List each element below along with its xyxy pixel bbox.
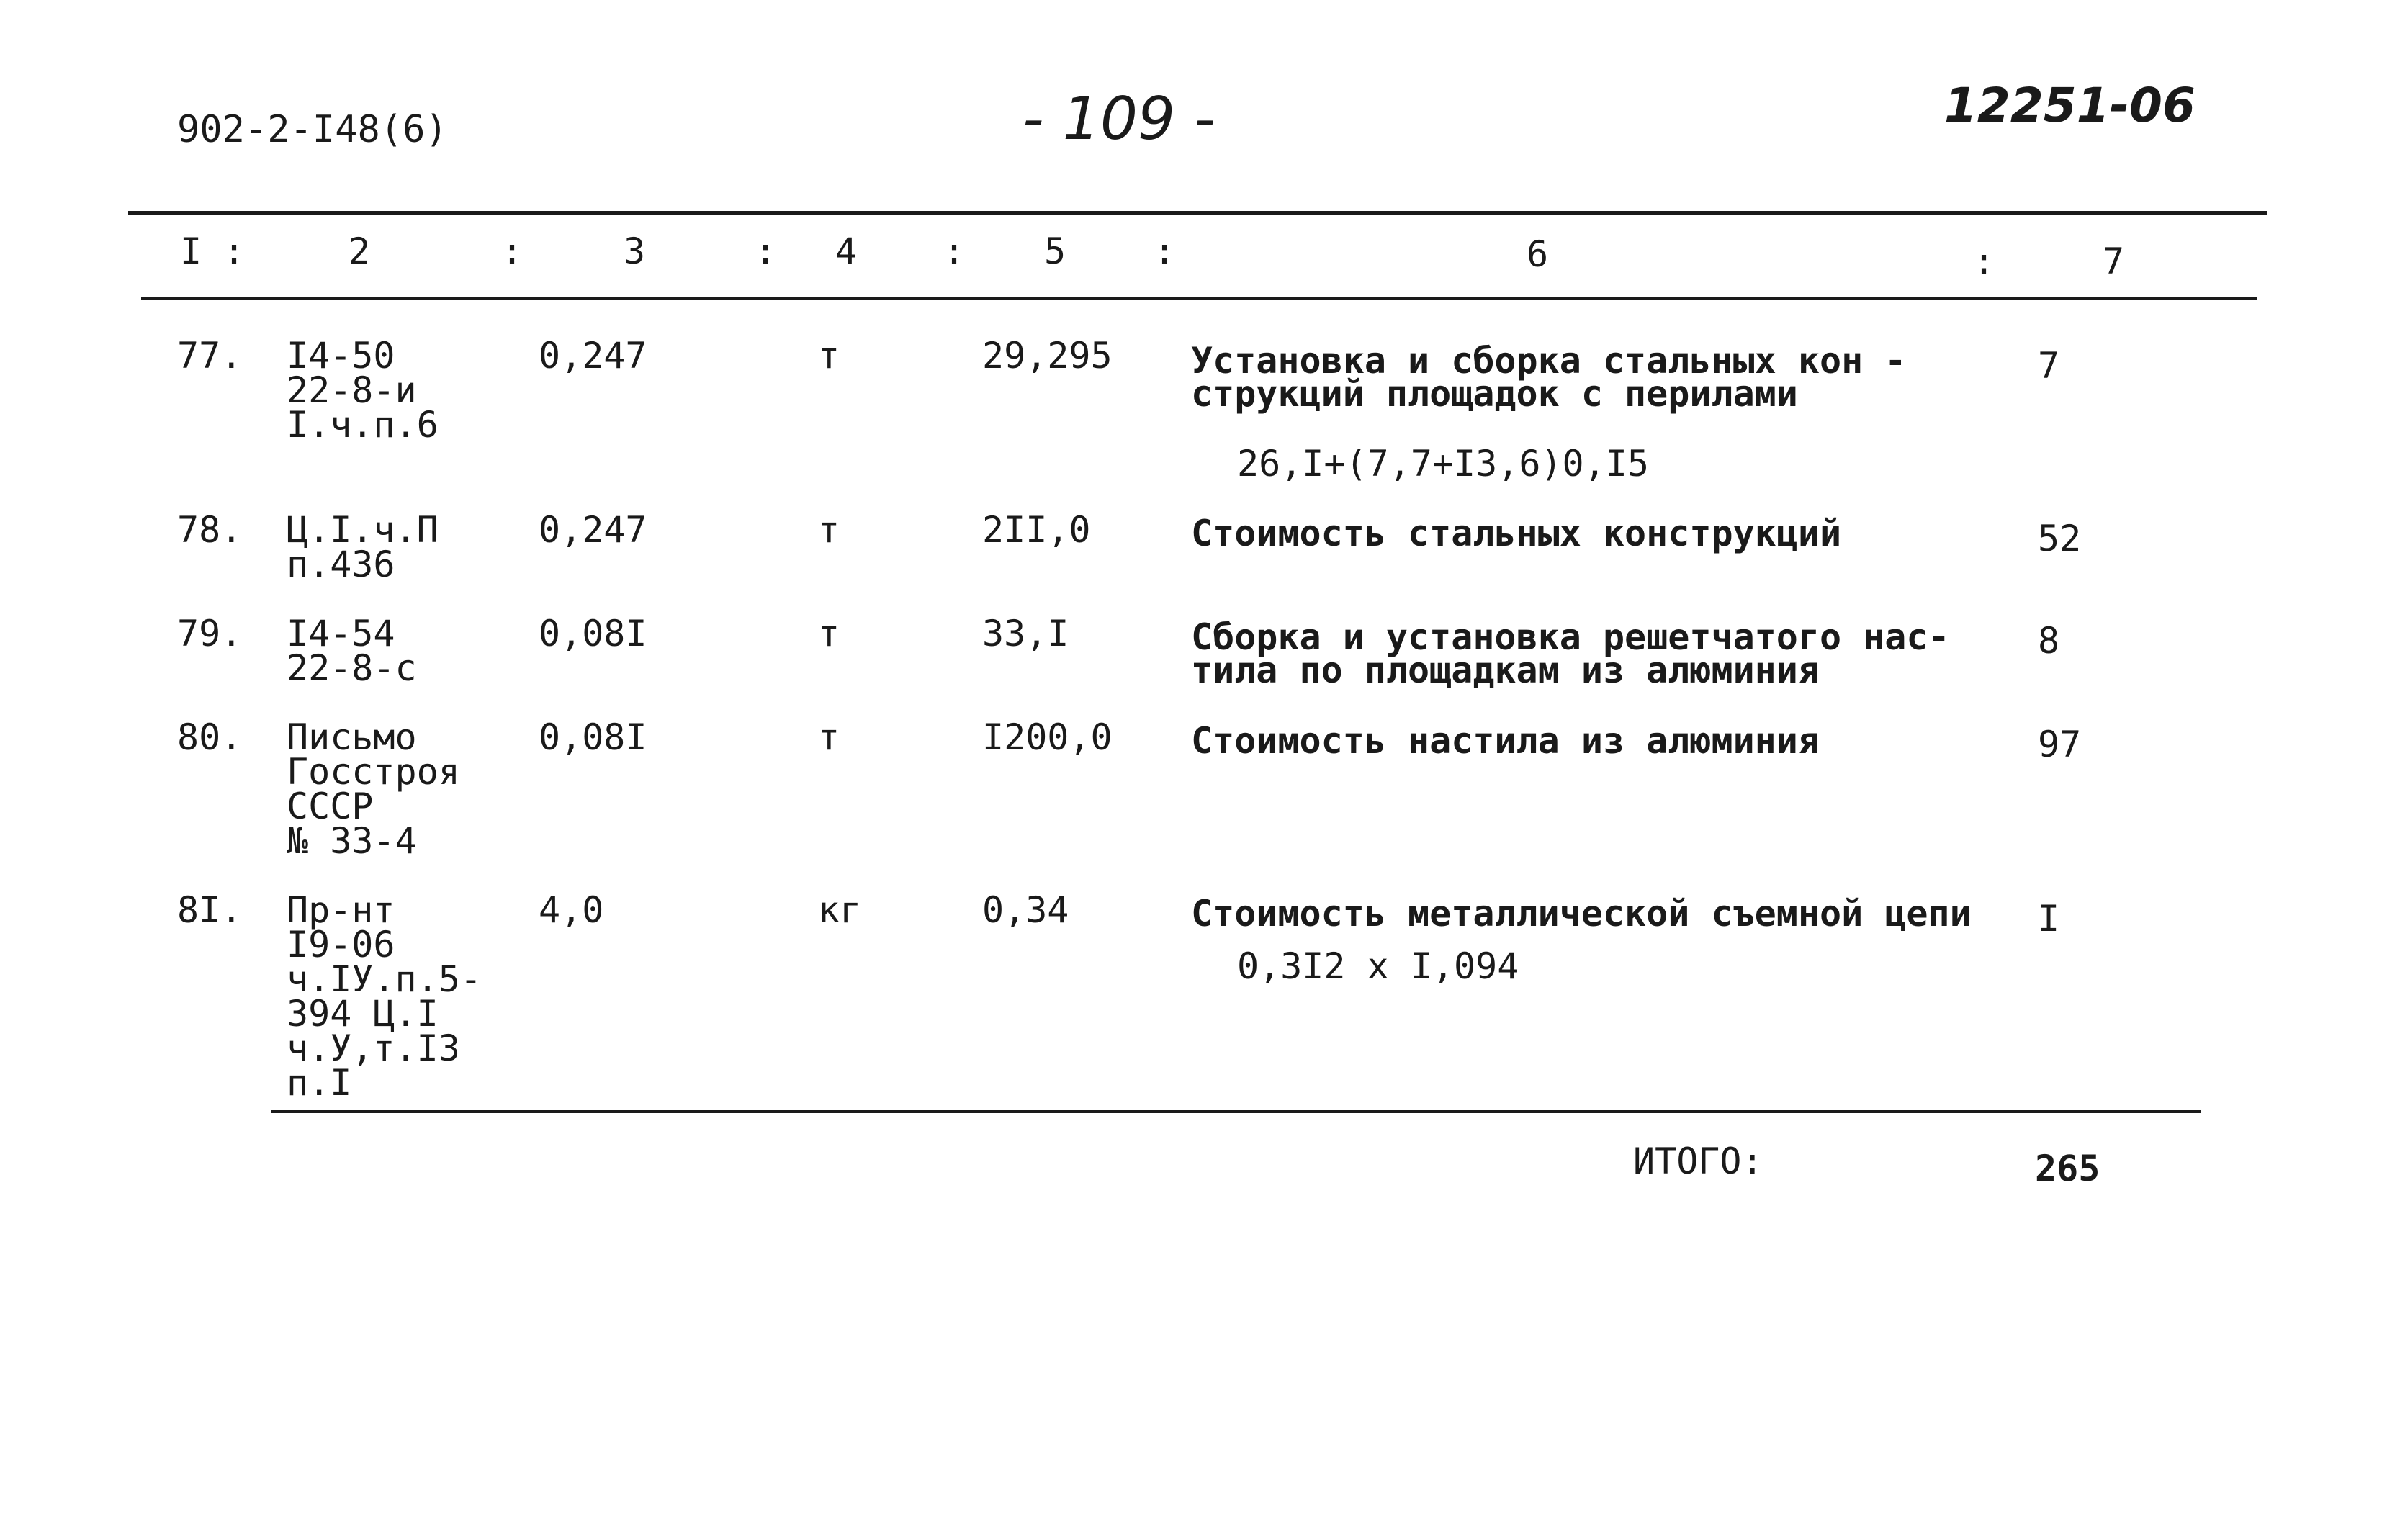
col-sep: : xyxy=(223,230,246,272)
row-quantity: 0,08I xyxy=(539,716,647,758)
col-1-header: I xyxy=(180,230,202,272)
row-price: 33,I xyxy=(982,613,1069,654)
row-description: Установка и сборка стальных кон - струкций площадок с перилами xyxy=(1191,340,1907,415)
row-quantity: 0,247 xyxy=(539,335,647,377)
row-total: 7 xyxy=(2038,345,2060,387)
row-unit: т xyxy=(818,716,840,758)
col-sep: : xyxy=(1154,230,1176,272)
row-basis: Пр-нт I9-06 ч.IУ.п.5- 394 Ц.I ч.У,т.I3 п.I xyxy=(287,889,482,1104)
total-label: ИТОГО: xyxy=(1633,1140,1763,1182)
row-number: 80. xyxy=(177,716,243,758)
col-7-header: 7 xyxy=(2103,240,2125,282)
row-description: Сборка и установка решетчатого нас- тила по площадкам из алюминия xyxy=(1191,616,1950,691)
row-basis: Письмо Госстроя СССР № 33-4 xyxy=(287,716,460,862)
row-unit: т xyxy=(818,613,840,654)
col-6-header: 6 xyxy=(1527,233,1549,275)
row-formula: 26,I+(7,7+I3,6)0,I5 xyxy=(1237,443,1649,485)
document-code: 902-2-I48(6) xyxy=(177,108,448,151)
row-description: Стоимость настила из алюминия xyxy=(1191,720,1820,762)
row-total: 97 xyxy=(2038,724,2082,765)
row-price: 29,295 xyxy=(982,335,1113,377)
row-total: 8 xyxy=(2038,620,2060,662)
col-2-header: 2 xyxy=(349,230,371,272)
row-number: 77. xyxy=(177,335,243,377)
row-quantity: 0,247 xyxy=(539,509,647,551)
col-3-header: 3 xyxy=(624,230,646,272)
row-basis: I4-54 22-8-с xyxy=(287,613,417,689)
row-total: I xyxy=(2038,898,2060,940)
col-5-header: 5 xyxy=(1044,230,1066,272)
row-description: Стоимость стальных конструкций xyxy=(1191,513,1842,554)
col-4-header: 4 xyxy=(835,230,858,272)
row-formula: 0,3I2 x I,094 xyxy=(1237,945,1519,987)
row-price: 0,34 xyxy=(982,889,1069,931)
total-value: 265 xyxy=(2035,1148,2100,1189)
row-description: Стоимость металлической съемной цепи xyxy=(1191,893,1972,935)
row-price: I200,0 xyxy=(982,716,1113,758)
row-price: 2II,0 xyxy=(982,509,1091,551)
row-number: 78. xyxy=(177,509,243,551)
col-sep: : xyxy=(755,230,777,272)
header-bottom-rule xyxy=(141,297,2257,300)
col-sep: : xyxy=(501,230,523,272)
row-unit: т xyxy=(818,335,840,377)
page-number: - 109 - xyxy=(1023,85,1215,153)
col-sep: : xyxy=(943,230,966,272)
row-unit: кг xyxy=(818,889,862,931)
row-unit: т xyxy=(818,509,840,551)
row-quantity: 0,08I xyxy=(539,613,647,654)
row-total: 52 xyxy=(2038,518,2082,559)
row-basis: Ц.I.ч.П п.436 xyxy=(287,509,439,585)
row-number: 79. xyxy=(177,613,243,654)
row-number: 8I. xyxy=(177,889,243,931)
row-basis: I4-50 22-8-и I.ч.п.6 xyxy=(287,335,439,446)
archive-number: 12251-06 xyxy=(1944,78,2196,133)
row-quantity: 4,0 xyxy=(539,889,604,931)
table-top-rule xyxy=(128,211,2267,215)
table-bottom-rule xyxy=(271,1110,2201,1113)
col-sep: : xyxy=(1973,240,1995,282)
